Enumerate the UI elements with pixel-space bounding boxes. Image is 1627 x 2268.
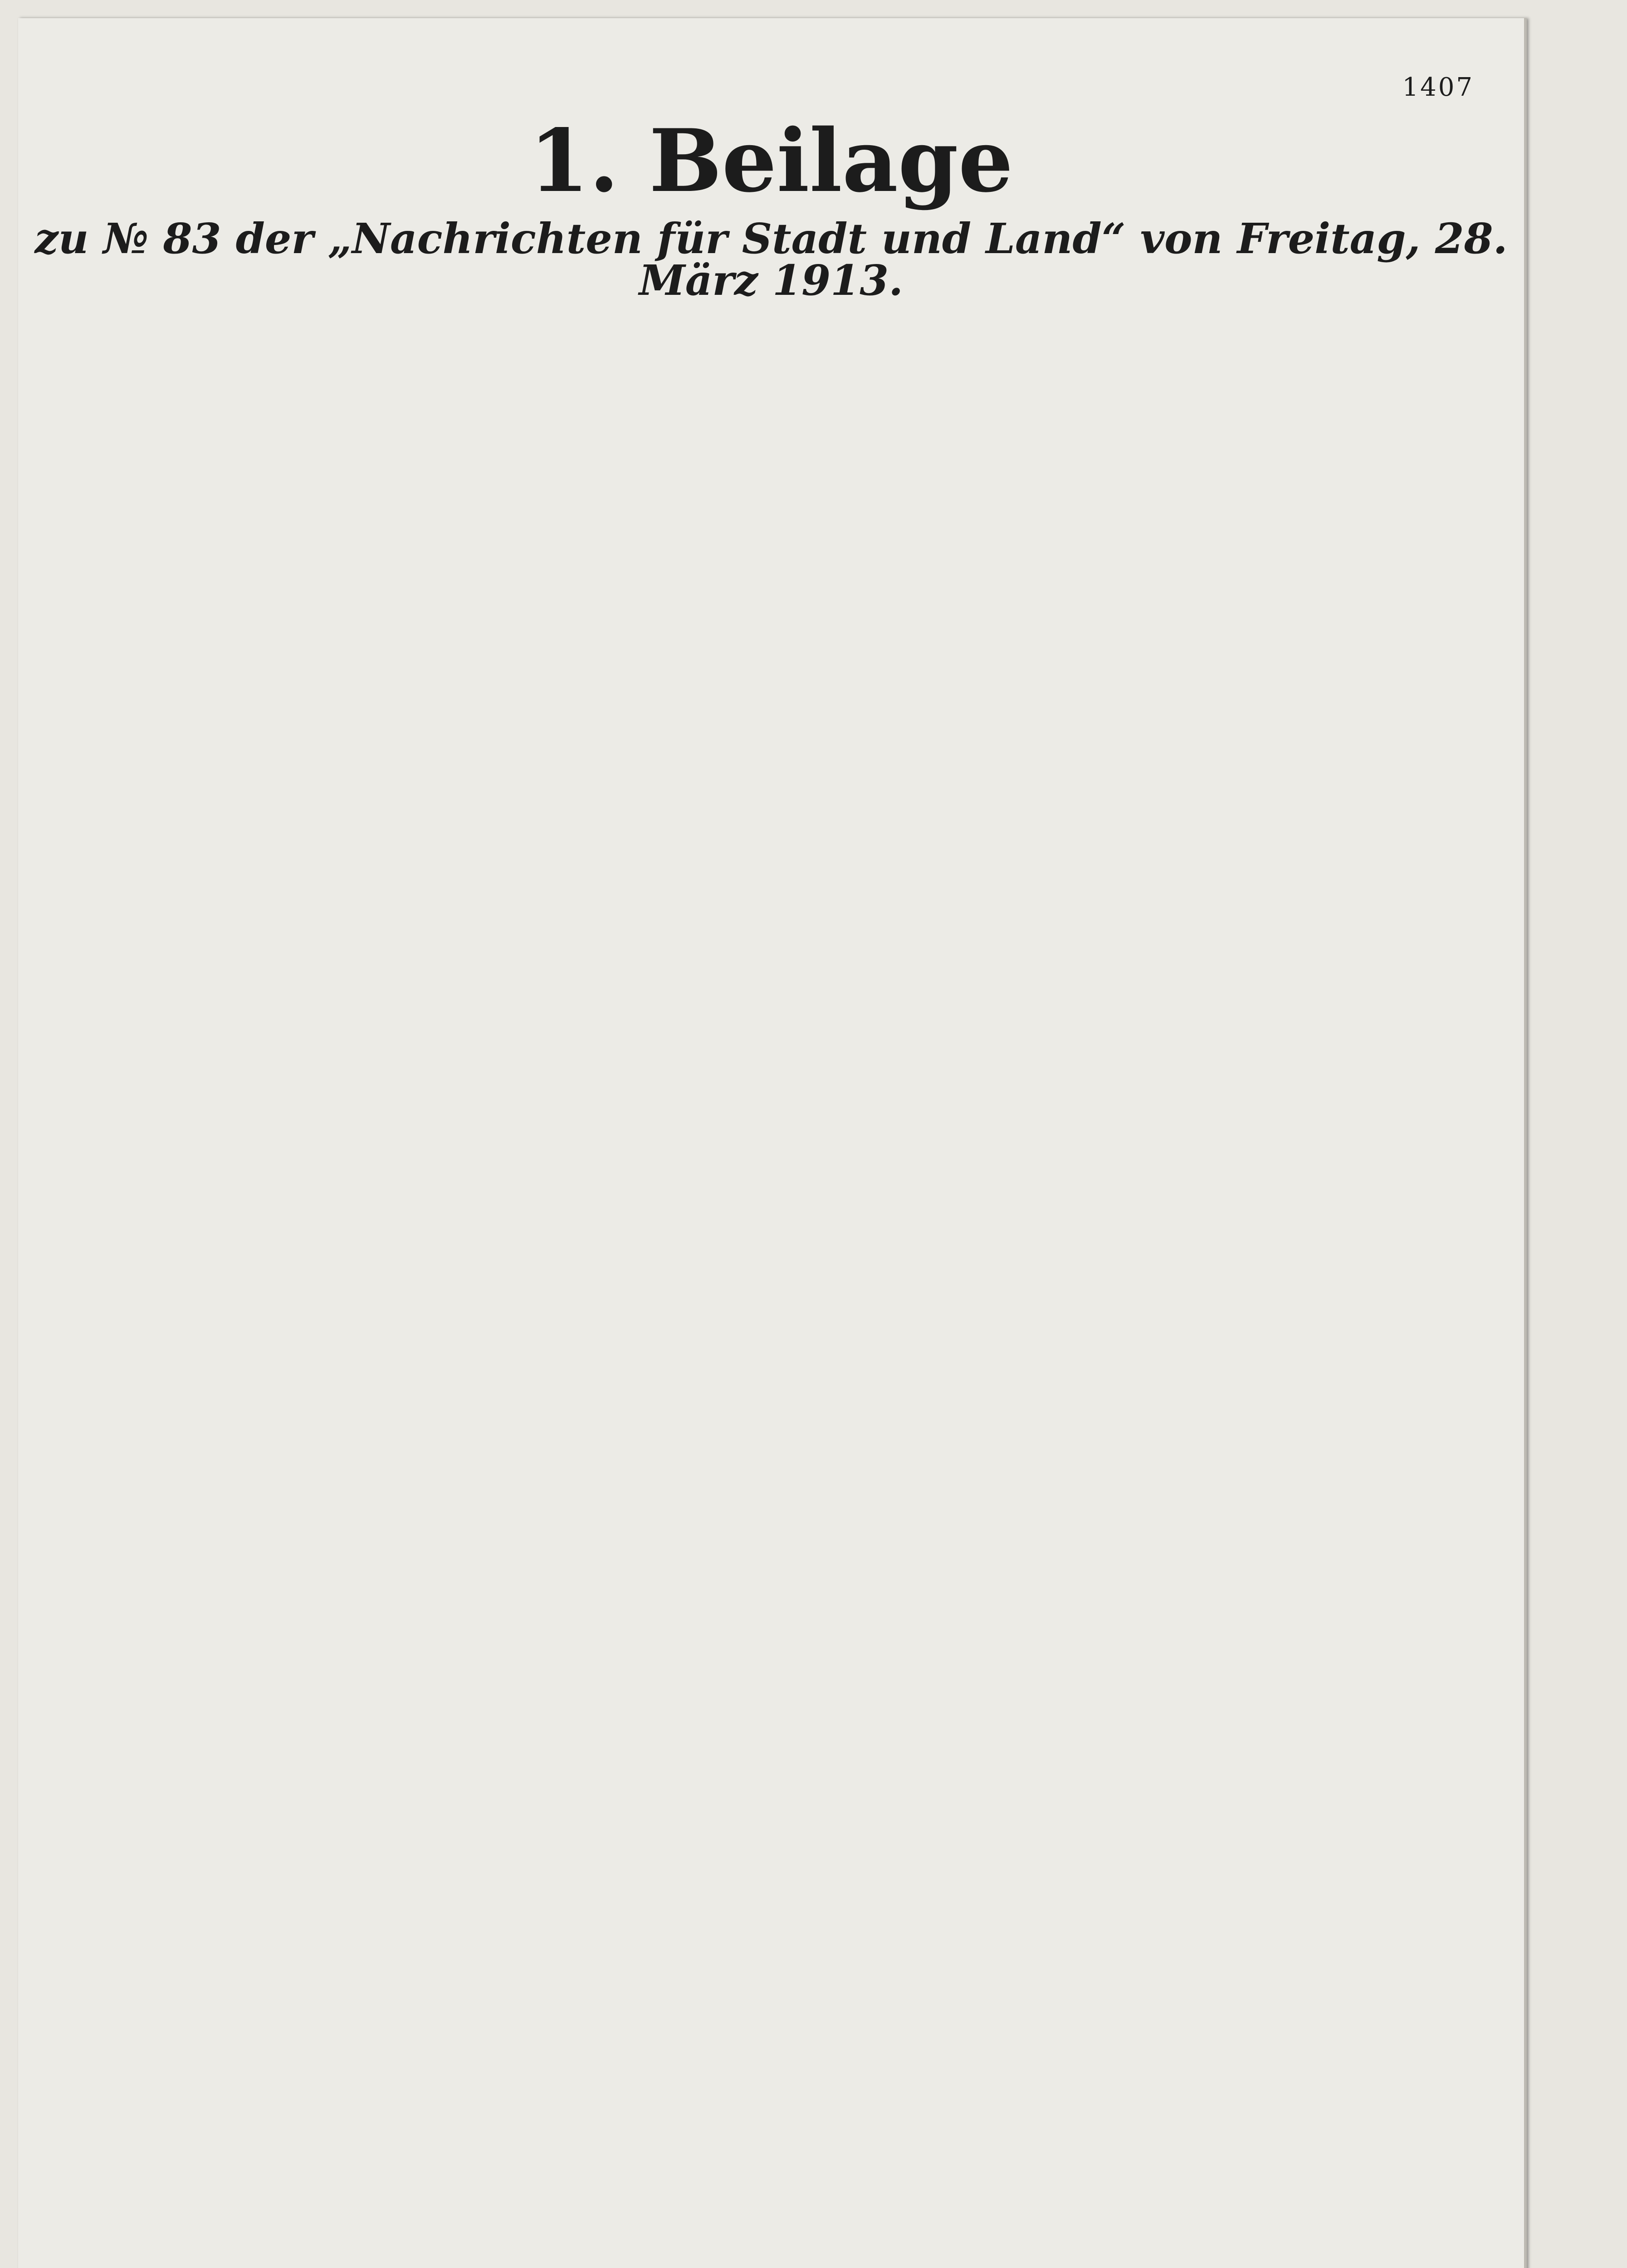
supplement-title: 1. Beilage [529,110,1013,211]
page-number: 1407 [1402,73,1474,102]
supplement-subtitle: zu № 83 der „Nachrichten für Stadt und Land“ von Freitag, 28. März 1913. [34,214,1508,305]
newspaper-page [18,18,1527,2268]
